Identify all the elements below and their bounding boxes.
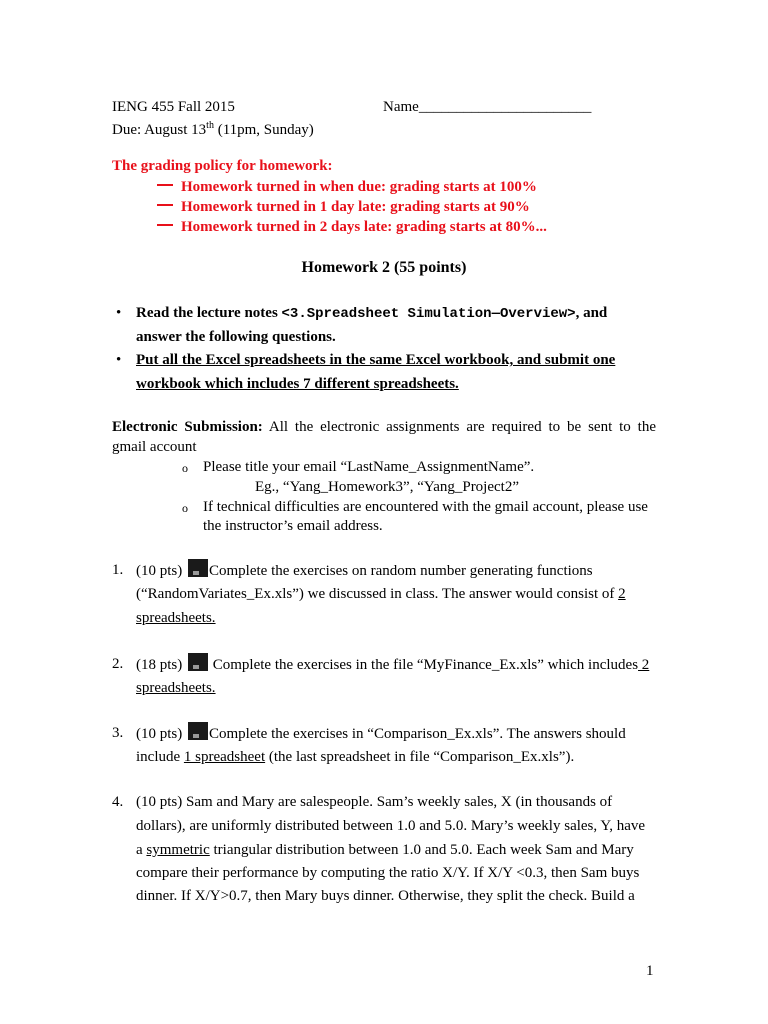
submission-sub-item: Please title your email “LastName_AssignmentName”.	[203, 459, 535, 475]
due-date-suffix: (11pm, Sunday)	[213, 122, 314, 138]
grading-policy-text: Homework turned in when due: grading starts at 100%	[181, 179, 537, 195]
question-text: Complete the exercises in “Comparison_Ex.xls”. The answers should	[209, 726, 626, 742]
dash-icon	[157, 184, 173, 186]
question-text: 2	[638, 657, 650, 673]
question-line	[136, 839, 634, 862]
question-text: dinner. If X/Y>0.7, then Mary buys dinner. Otherwise, they split the check. Build a	[136, 888, 635, 904]
question-text: dollars), are uniformly distributed between 1.0 and 5.0. Mary’s weekly sales, Y, have	[136, 818, 646, 834]
submission-label: Electronic Submission:	[112, 419, 263, 435]
question-text: symmetric	[146, 842, 210, 858]
dash-icon	[157, 204, 173, 206]
submission-text: gmail account	[112, 439, 197, 455]
grading-policy-text: Homework turned in 2 days late: grading starts at 80%...	[181, 219, 547, 235]
question-text: (“RandomVariates_Ex.xls”) we discussed in class. The answer would consist of	[136, 586, 619, 602]
question-text: spreadsheets.	[136, 610, 216, 626]
instruction-line: Put all the Excel spreadsheets in the same Excel workbook, and submit one	[136, 352, 616, 368]
due-date-sup: th	[206, 120, 214, 131]
instruction-text: Read the lecture notes	[136, 305, 282, 321]
instruction-line: answer the following questions.	[136, 329, 336, 345]
question-text: Complete the exercises on random number generating functions	[209, 563, 593, 579]
page-number: 1	[646, 963, 654, 979]
instruction-line: workbook which includes 7 different spreadsheets.	[136, 376, 459, 392]
question-line	[136, 653, 649, 677]
question-text: a	[136, 842, 147, 858]
question-text: triangular distribution between 1.0 and 5.0. Each week Sam and Mary	[209, 842, 634, 858]
question-number: 3.	[112, 725, 124, 741]
dash-icon	[157, 224, 173, 226]
circle-bullet-icon: o	[182, 461, 188, 475]
due-date-prefix: Due: August 13	[112, 122, 207, 138]
question-points: (18 pts)	[136, 657, 186, 673]
spreadsheet-icon[interactable]	[188, 653, 208, 671]
grading-policy-title: The grading policy for homework:	[112, 158, 333, 174]
bullet-icon: •	[116, 305, 122, 321]
page-title: Homework 2 (55 points)	[301, 259, 467, 276]
question-number: 4.	[112, 794, 124, 810]
instruction-text: , and	[575, 305, 608, 321]
course-header: IENG 455 Fall 2015	[112, 99, 235, 115]
circle-bullet-icon: o	[182, 501, 188, 515]
submission-sub-item: the instructor’s email address.	[203, 518, 383, 534]
question-text: Complete the exercises in the file “MyFinance_Ex.xls” which includes	[209, 657, 639, 673]
question-line	[136, 722, 626, 746]
question-text: 2	[618, 586, 626, 602]
submission-text: All the electronic assignments are required to be sent to the	[262, 419, 657, 435]
submission-sub-item: If technical difficulties are encountered with the gmail account, please use	[203, 499, 648, 515]
question-line	[136, 559, 593, 583]
question-line	[136, 583, 626, 606]
instruction-line	[136, 302, 607, 326]
question-number: 1.	[112, 562, 124, 578]
question-text: spreadsheets.	[136, 680, 216, 696]
spreadsheet-icon[interactable]	[188, 559, 208, 577]
question-number: 2.	[112, 656, 124, 672]
submission-example: Eg., “Yang_Homework3”, “Yang_Project2”	[255, 479, 519, 495]
bullet-icon: •	[116, 352, 122, 368]
grading-policy-item	[157, 216, 547, 239]
name-field-label: Name_______________________	[383, 99, 592, 115]
question-text: (the last spreadsheet in file “Comparison_Ex.xls”).	[265, 749, 575, 765]
question-points: (10 pts)	[136, 726, 186, 742]
lecture-notes-ref: <3.Spreadsheet Simulation—Overview>	[281, 306, 576, 322]
question-points: (10 pts)	[136, 563, 186, 579]
question-text: compare their performance by computing the ratio X/Y. If X/Y <0.3, then Sam buys	[136, 865, 640, 881]
spreadsheet-icon[interactable]	[188, 722, 208, 740]
question-text: 1 spreadsheet	[183, 749, 266, 765]
question-text: (10 pts) Sam and Mary are salespeople. Sam’s weekly sales, X (in thousands of	[136, 794, 613, 810]
question-text: include	[136, 749, 184, 765]
grading-policy-text: Homework turned in 1 day late: grading starts at 90%	[181, 199, 530, 215]
due-date	[112, 119, 314, 142]
question-line	[136, 746, 574, 769]
